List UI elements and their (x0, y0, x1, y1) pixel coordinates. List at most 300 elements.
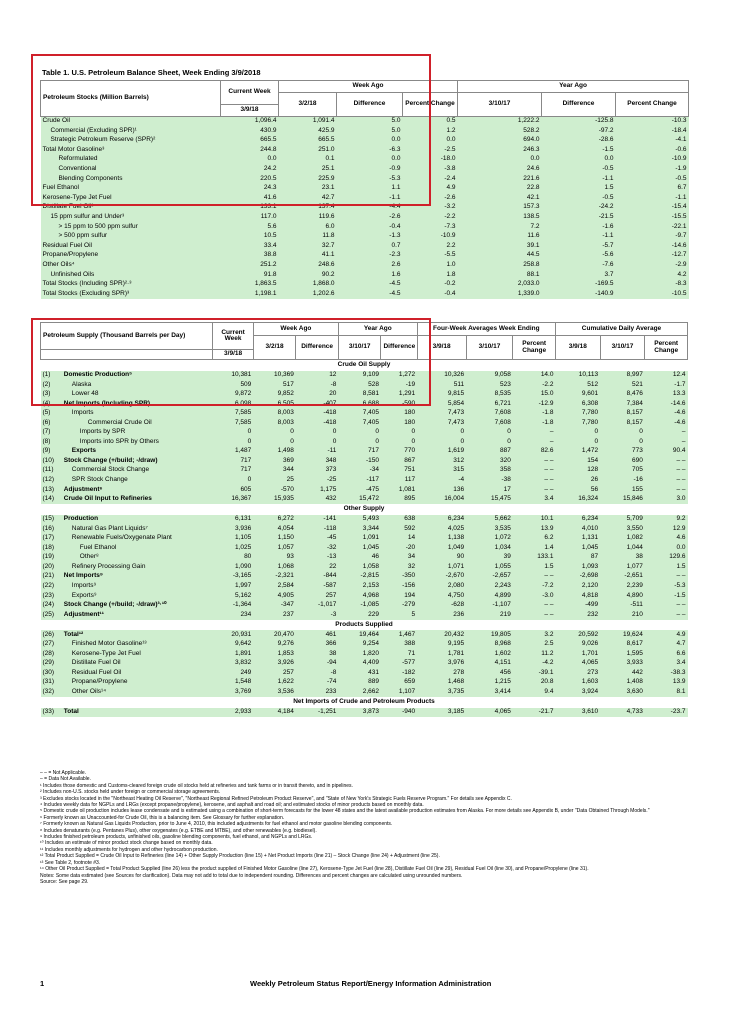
cell-value: 8,617 (600, 640, 645, 650)
cell-value: -21.5 (542, 212, 616, 222)
cell-value: 751 (381, 466, 417, 476)
cell-value: 1,049 (417, 543, 466, 553)
cell-value: 0.0 (542, 155, 616, 165)
cell-value: 3,873 (338, 708, 381, 718)
cell-value: -141 (296, 515, 339, 525)
cell-value: 24.3 (221, 184, 279, 194)
cell-value: 4,409 (338, 659, 381, 669)
cell-value: 0 (417, 437, 466, 447)
cell-value: -0.5 (542, 164, 616, 174)
t2-diff2: Difference (381, 336, 417, 360)
cell-value: -4 (417, 476, 466, 486)
cell-value: -844 (296, 572, 339, 582)
cell-value: 82.6 (513, 447, 556, 457)
cell-value: 3,344 (338, 524, 381, 534)
cell-value: 523 (466, 380, 513, 390)
cell-value: -1.9 (616, 164, 689, 174)
cell-value: 5,662 (466, 515, 513, 525)
cell-value: 1.0 (403, 260, 458, 270)
cell-value: 6,721 (466, 399, 513, 409)
cell-value: 1,272 (381, 371, 417, 381)
cell-value: -5.7 (542, 241, 616, 251)
cell-value: 10,369 (253, 371, 296, 381)
cell-value: 3,933 (600, 659, 645, 669)
cell-value: 694.0 (458, 136, 542, 146)
cell-value: 5.6 (221, 222, 279, 232)
cell-value: -25 (296, 476, 339, 486)
cell-value: 3.4 (513, 495, 556, 505)
table-row (41, 476, 688, 486)
cell-value: -587 (296, 581, 339, 591)
line-number: (15) (41, 515, 62, 525)
cell-value: 9,109 (338, 371, 381, 381)
table-row (41, 708, 688, 718)
cell-value: 1,498 (253, 447, 296, 457)
cell-value: 39 (466, 553, 513, 563)
t2-d5: 3/10/17 (466, 336, 513, 360)
cell-value: -475 (338, 485, 381, 495)
cell-value: – – (645, 601, 688, 611)
line-number: (1) (41, 371, 62, 381)
cell-value: 0.5 (403, 117, 458, 127)
row-label: Refinery Processing Gain (62, 562, 213, 572)
cell-value: 4,065 (555, 659, 600, 669)
line-number: (17) (41, 534, 62, 544)
line-number: (2) (41, 380, 62, 390)
cell-value: 24.2 (221, 164, 279, 174)
cell-value: -14.6 (645, 399, 688, 409)
cell-value: -5.5 (403, 251, 458, 261)
row-label: Residual Fuel Oil (62, 668, 213, 678)
row-label: Adjustment⁶ (62, 485, 213, 495)
t2-pct: Percent Change (513, 336, 556, 360)
cell-value: 889 (338, 678, 381, 688)
cell-value: 1,045 (555, 543, 600, 553)
cell-value: – (513, 428, 556, 438)
cell-value: – (645, 437, 688, 447)
cell-value: 56 (555, 485, 600, 495)
cell-value: 5,162 (213, 591, 253, 601)
cell-value: 9,058 (466, 371, 513, 381)
t1-year-ago-header: Year Ago (458, 81, 689, 93)
row-label: Exports⁹ (62, 591, 213, 601)
row-label: Reformulated (41, 155, 221, 165)
cell-value: -577 (381, 659, 417, 669)
cell-value: 22.8 (458, 184, 542, 194)
cell-value: 6.6 (645, 649, 688, 659)
table-row (41, 534, 688, 544)
cell-value: 8,476 (600, 390, 645, 400)
cell-value: 431 (338, 668, 381, 678)
footnote: Notes: Some data estimated (see Sources for clarification). Data may not add to total due to independent rounding. Differences and percent changes are calculated using unrounded numbers. (40, 872, 463, 879)
cell-value: 3,536 (253, 687, 296, 697)
cell-value: 4.6 (645, 534, 688, 544)
table-row (41, 591, 688, 601)
cell-value: -125.8 (542, 117, 616, 127)
cell-value: 2.2 (403, 241, 458, 251)
cell-value: 0 (253, 437, 296, 447)
cell-value: -2,651 (600, 572, 645, 582)
cell-value: 34 (381, 553, 417, 563)
cell-value: 26 (555, 476, 600, 486)
cell-value: 1,595 (600, 649, 645, 659)
cell-value: 1,853 (253, 649, 296, 659)
cell-value: 7,585 (213, 409, 253, 419)
cell-value: 1.5 (542, 184, 616, 194)
cell-value: -6.3 (337, 145, 403, 155)
cell-value: 219 (466, 610, 513, 620)
cell-value: – – (645, 485, 688, 495)
cell-value: 7,608 (466, 418, 513, 428)
footnote: – = Data Not Available. (40, 776, 91, 783)
cell-value: 248.6 (279, 260, 337, 270)
cell-value: -590 (381, 399, 417, 409)
cell-value: 312 (417, 456, 466, 466)
cell-value: 8,157 (600, 418, 645, 428)
cell-value: 3,936 (213, 524, 253, 534)
cell-value: 1,055 (466, 562, 513, 572)
cell-value: 1,863.5 (221, 280, 279, 290)
cell-value: 13.9 (645, 678, 688, 688)
footer-title: Weekly Petroleum Status Report/Energy Information Administration (250, 979, 492, 988)
cell-value: 0.7 (337, 241, 403, 251)
cell-value: 6,505 (253, 399, 296, 409)
footnote: ¹⁰ Includes an estimate of minor product stock change based on monthly data. (40, 840, 213, 847)
cell-value: 0 (600, 437, 645, 447)
footnote: ⁴ Includes weekly data for NGPLs and LRGs (except propane/propylene), kerosene, and asphalt and road oil; and estimated stocks of minor products based on monthly data. (40, 802, 424, 809)
cell-value: 8,968 (466, 640, 513, 650)
cell-value: 10,381 (213, 371, 253, 381)
cell-value: -97.2 (542, 126, 616, 136)
line-number: (26) (41, 630, 62, 640)
table-row (41, 232, 689, 242)
line-number: (24) (41, 601, 62, 611)
cell-value: 38 (600, 553, 645, 563)
cell-value: 221.6 (458, 174, 542, 184)
table-row (41, 610, 688, 620)
footnote: ⁷ Formerly known as Natural Gas Liquids Production, prior to June 4, 2010, this included adjustments for fuel ethanol and motor gasoline blending components. (40, 821, 393, 828)
line-number: (11) (41, 466, 62, 476)
cell-value: 0 (600, 428, 645, 438)
footnote: ⁸ Includes denaturants (e.g. Pentanes Plus), other oxygenates (e.g. ETBE and MTBE), and other renewables (e.g. biodiesel). (40, 827, 317, 834)
cell-value: 8.1 (645, 687, 688, 697)
cell-value: 136 (417, 485, 466, 495)
row-label: Total Stocks (Including SPR)²·³ (41, 280, 221, 290)
row-label: Adjustment¹¹ (62, 610, 213, 620)
row-label: Natural Gas Plant Liquids⁷ (62, 524, 213, 534)
table-row (41, 466, 688, 476)
cell-value: -2,698 (555, 572, 600, 582)
line-number: (7) (41, 428, 62, 438)
t2-d3: 3/10/17 (338, 336, 381, 360)
footnote: ⁹ Includes finished petroleum products, unfinished oils, gasoline blending components, fuel ethanol, and NGPLs and LRGs. (40, 834, 313, 841)
cell-value: -2.6 (403, 193, 458, 203)
cell-value: 528 (338, 380, 381, 390)
cell-value: 665.5 (221, 136, 279, 146)
cell-value: – – (645, 610, 688, 620)
cell-value: 1,082 (600, 534, 645, 544)
cell-value: -5.6 (542, 251, 616, 261)
line-number: (9) (41, 447, 62, 457)
cell-value: 3.7 (542, 270, 616, 280)
t2-d1: 3/9/18 (213, 350, 253, 360)
cell-value: – (645, 428, 688, 438)
footnote: ¹ Includes those domestic and Customs-cleared foreign crude oil stocks held at refineries and tank farms or in transit thereto, and in pipelines. (40, 782, 353, 789)
cell-value: 7,608 (466, 409, 513, 419)
table-row (41, 630, 688, 640)
cell-value: 2,662 (338, 687, 381, 697)
cell-value: 5.0 (337, 117, 403, 127)
cell-value: -5.3 (337, 174, 403, 184)
cell-value: 233 (296, 687, 339, 697)
cell-value: 17 (466, 485, 513, 495)
cell-value: 6,234 (417, 515, 466, 525)
cell-value: 90.2 (279, 270, 337, 280)
cell-value: -21.7 (513, 708, 556, 718)
cell-value: -3,165 (213, 572, 253, 582)
cell-value: 2,584 (253, 581, 296, 591)
line-number: (23) (41, 591, 62, 601)
row-label: Lower 48 (62, 390, 213, 400)
footnote: Source: See page 29. (40, 878, 89, 885)
row-label: Kerosene-Type Jet Fuel (62, 649, 213, 659)
cell-value: 1,081 (381, 485, 417, 495)
t2-d6: 3/9/18 (555, 336, 600, 360)
table-row (41, 495, 688, 505)
cell-value: 1.5 (513, 562, 556, 572)
cell-value: -2.4 (403, 174, 458, 184)
table-row (41, 222, 689, 232)
cell-value: 32.7 (279, 241, 337, 251)
cell-value: 25 (253, 476, 296, 486)
cell-value: 442 (600, 668, 645, 678)
highlight-box-supply (31, 318, 431, 406)
cell-value: 41.6 (221, 193, 279, 203)
cell-value: -0.4 (403, 289, 458, 299)
cell-value: 1,468 (417, 678, 466, 688)
footnote: ⁶ Formerly known as Unaccounted-for Crude Oil, this is a balancing item. See Glossary for further explanation. (40, 814, 285, 821)
cell-value: 0 (213, 437, 253, 447)
cell-value: 1,891 (213, 649, 253, 659)
line-number: (18) (41, 543, 62, 553)
table-row (41, 640, 688, 650)
cell-value: 348 (296, 456, 339, 466)
cell-value: 9,601 (555, 390, 600, 400)
table-row (41, 447, 688, 457)
cell-value: 1,090 (213, 562, 253, 572)
table-row (41, 289, 689, 299)
line-number: (22) (41, 581, 62, 591)
cell-value: 1,105 (213, 534, 253, 544)
cell-value: -18.0 (403, 155, 458, 165)
footnote: ² Includes non-U.S. stocks held under foreign or commercial storage agreements. (40, 789, 221, 796)
table-row (41, 649, 688, 659)
cell-value: 3.0 (645, 495, 688, 505)
cell-value: 138.5 (458, 212, 542, 222)
cell-value: 6.7 (616, 184, 689, 194)
t1-week-ago-header: Week Ago (279, 81, 458, 93)
cell-value: -1.1 (542, 174, 616, 184)
cell-value: 1.2 (403, 126, 458, 136)
cell-value: – – (645, 476, 688, 486)
cell-value: 273 (555, 668, 600, 678)
cell-value: 4,968 (338, 591, 381, 601)
cell-value: 1,131 (555, 534, 600, 544)
cell-value: -570 (253, 485, 296, 495)
cell-value: 425.9 (279, 126, 337, 136)
cell-value: 773 (600, 447, 645, 457)
cell-value: -1.1 (542, 232, 616, 242)
cell-value: -3.0 (513, 591, 556, 601)
cell-value: 388 (381, 640, 417, 650)
cell-value: 1,868.0 (279, 280, 337, 290)
table-row (41, 515, 688, 525)
cell-value: 9.4 (513, 687, 556, 697)
cell-value: 358 (466, 466, 513, 476)
cell-value: 1,138 (417, 534, 466, 544)
line-number: (3) (41, 390, 62, 400)
cell-value: 3,926 (253, 659, 296, 669)
cell-value: 246.3 (458, 145, 542, 155)
cell-value: 232 (555, 610, 600, 620)
cell-value: 10,326 (417, 371, 466, 381)
cell-value: 4,733 (600, 708, 645, 718)
cell-value: -4.5 (337, 289, 403, 299)
row-label: Propane/Propylene (41, 251, 221, 261)
cell-value: 1,044 (600, 543, 645, 553)
cell-value: 1,408 (600, 678, 645, 688)
table-row (41, 678, 688, 688)
line-number: (5) (41, 409, 62, 419)
cell-value: -418 (296, 418, 339, 428)
t2-four-week-header: Four-Week Averages Week Ending (417, 323, 555, 336)
table-row (41, 562, 688, 572)
row-label: > 15 ppm to 500 ppm sulfur (41, 222, 221, 232)
cell-value: 2,080 (417, 581, 466, 591)
cell-value: 9,852 (253, 390, 296, 400)
cell-value: -2.6 (337, 212, 403, 222)
cell-value: -2.5 (403, 145, 458, 155)
cell-value: 24.6 (458, 164, 542, 174)
highlight-box-stocks (31, 54, 431, 206)
row-label: Imports by SPR (62, 428, 213, 438)
footnote: ¹³ See Table 2, footnote #3. (40, 859, 101, 866)
cell-value: 0.0 (337, 136, 403, 146)
cell-value: -10.3 (616, 117, 689, 127)
cell-value: 3,769 (213, 687, 253, 697)
cell-value: 344 (253, 466, 296, 476)
line-number: (10) (41, 456, 62, 466)
table-row (41, 668, 688, 678)
cell-value: 128 (555, 466, 600, 476)
cell-value: 155 (600, 485, 645, 495)
cell-value: -118 (296, 524, 339, 534)
cell-value: -19 (381, 380, 417, 390)
cell-value: 8,157 (600, 409, 645, 419)
cell-value: 12.9 (645, 524, 688, 534)
cell-value: 33.4 (221, 241, 279, 251)
cell-value: 10,113 (555, 371, 600, 381)
cell-value: 20,432 (417, 630, 466, 640)
cell-value: -5.3 (645, 581, 688, 591)
cell-value: -8 (296, 380, 339, 390)
table-row (41, 601, 688, 611)
table-row (41, 687, 688, 697)
cell-value: 0 (417, 428, 466, 438)
table-row (41, 409, 688, 419)
row-label: Other Oils⁴ (41, 260, 221, 270)
line-number: (27) (41, 640, 62, 650)
cell-value: 1,034 (466, 543, 513, 553)
section-heading: Crude Oil Supply (41, 360, 688, 371)
cell-value: 4.9 (403, 184, 458, 194)
cell-value: 0.0 (645, 543, 688, 553)
cell-value: 15,935 (253, 495, 296, 505)
cell-value: 0.1 (279, 155, 337, 165)
cell-value: 220.5 (221, 174, 279, 184)
cell-value: 0 (466, 437, 513, 447)
cell-value: 1,472 (555, 447, 600, 457)
cell-value: 4,065 (466, 708, 513, 718)
cell-value: 3,976 (417, 659, 466, 669)
row-label: Imports (62, 409, 213, 419)
footnote: ¹¹ Includes monthly adjustments for hydrogen and other hydrocarbon production. (40, 846, 218, 853)
row-label: Stock Change (+/build; -/draw) (62, 456, 213, 466)
cell-value: -24.2 (542, 203, 616, 213)
cell-value: -94 (296, 659, 339, 669)
cell-value: 19,805 (466, 630, 513, 640)
t1-current-week-header: Current Week (221, 81, 279, 105)
cell-value: -117 (338, 476, 381, 486)
cell-value: 4,750 (417, 591, 466, 601)
line-number: (4) (41, 399, 62, 409)
row-label: Exports (62, 447, 213, 457)
row-label: Commercial (Excluding SPR)¹ (41, 126, 221, 136)
t1-date-prev: 3/2/18 (279, 93, 337, 117)
line-number: (32) (41, 687, 62, 697)
cell-value: 0 (466, 428, 513, 438)
cell-value: -1,017 (296, 601, 339, 611)
cell-value: 1,057 (253, 543, 296, 553)
cell-value: 244.8 (221, 145, 279, 155)
cell-value: -628 (417, 601, 466, 611)
cell-value: -4.6 (645, 409, 688, 419)
cell-value: 210 (600, 610, 645, 620)
cell-value: -8 (296, 668, 339, 678)
cell-value: 0 (213, 428, 253, 438)
cell-value: -4.5 (337, 280, 403, 290)
cell-value: 157.3 (458, 203, 542, 213)
cell-value: 592 (381, 524, 417, 534)
cell-value: 39.1 (458, 241, 542, 251)
cell-value: – – (645, 466, 688, 476)
row-label: Commercial Crude Oil (62, 418, 213, 428)
t1-date-year: 3/10/17 (458, 93, 542, 117)
cell-value: 133.1 (221, 203, 279, 213)
t2-d7: 3/10/17 (600, 336, 645, 360)
cell-value: 87 (555, 553, 600, 563)
table-row (41, 212, 689, 222)
cell-value: 237 (253, 610, 296, 620)
cell-value: -2,321 (253, 572, 296, 582)
cell-value: 638 (381, 515, 417, 525)
cell-value: 1,150 (253, 534, 296, 544)
cell-value: 2.5 (513, 640, 556, 650)
cell-value: 6.2 (513, 534, 556, 544)
cell-value: -1.5 (542, 145, 616, 155)
cell-value: -34 (338, 466, 381, 476)
cell-value: 20,470 (253, 630, 296, 640)
